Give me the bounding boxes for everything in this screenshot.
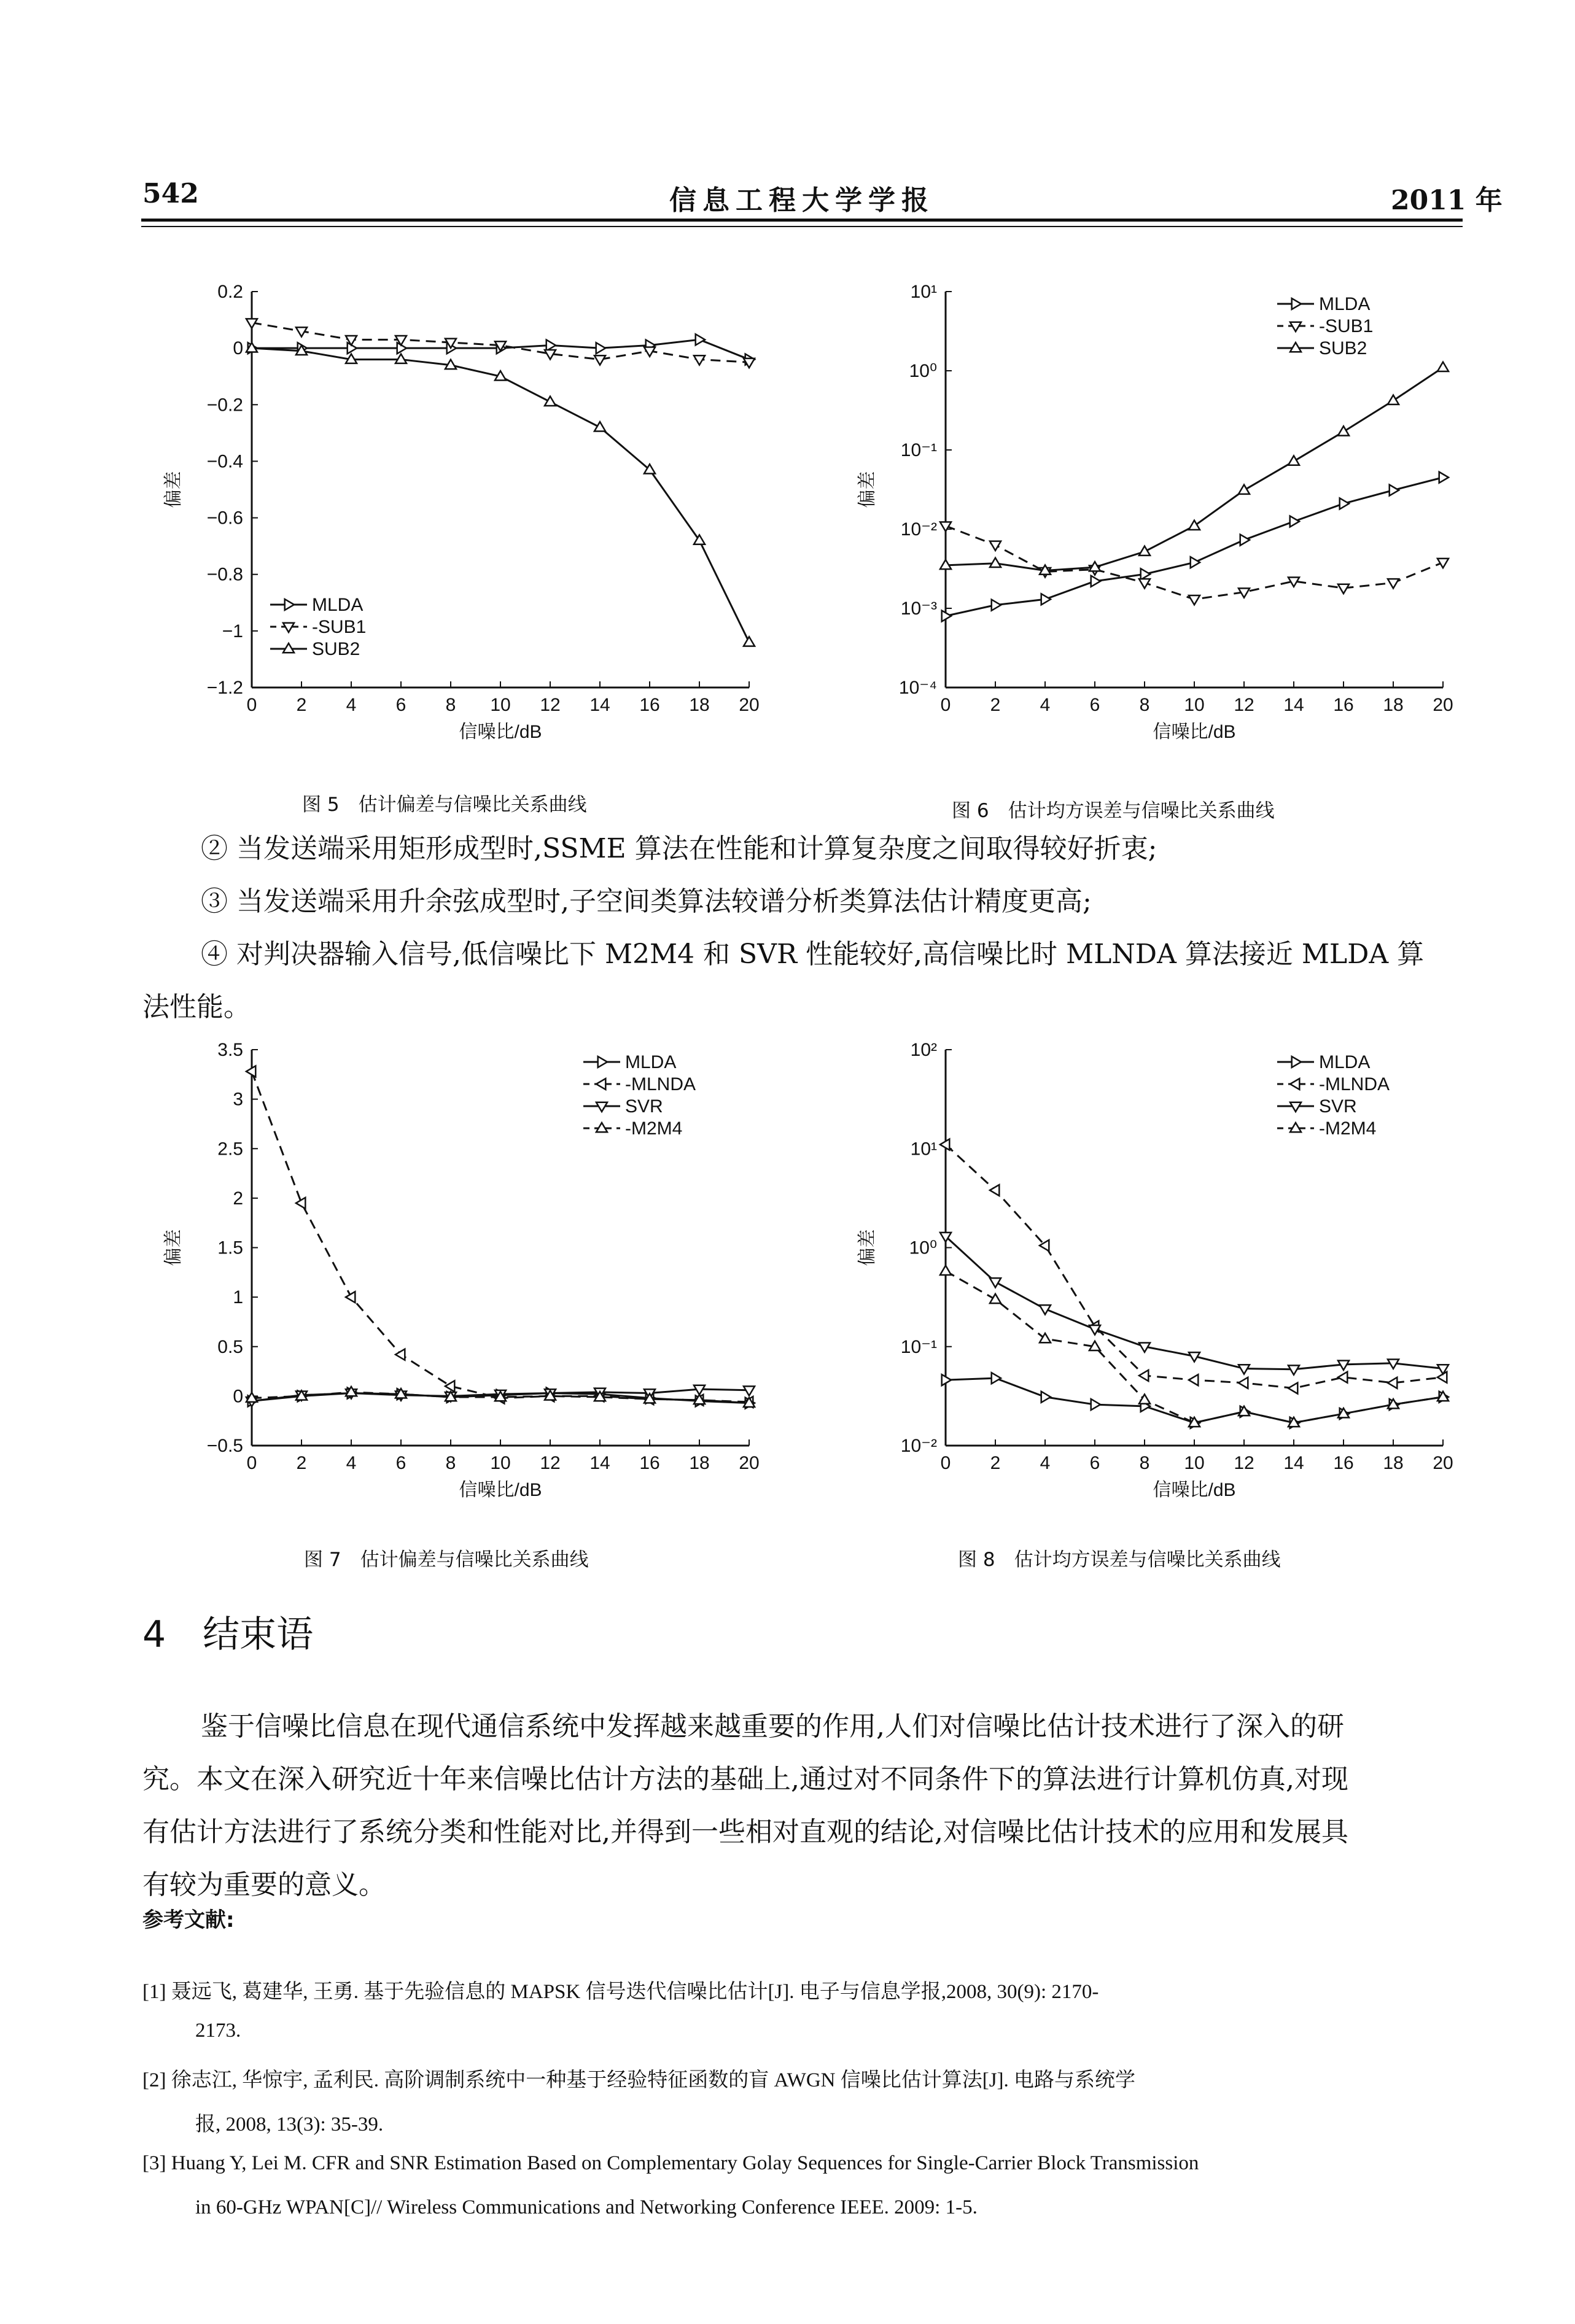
data-point-sub2 [1388,395,1399,405]
legend-label: MLDA [1319,1052,1371,1072]
y-tick-label: 3.5 [217,1040,243,1060]
x-tick-label: 10 [490,695,511,715]
x-tick-label: 16 [1333,1453,1354,1473]
x-tick-label: 2 [296,695,307,715]
x-tick-label: 12 [1234,695,1254,715]
x-tick-label: 2 [296,1453,307,1473]
x-tick-label: 10 [1184,1453,1205,1473]
data-point-mlda [1290,516,1299,527]
y-tick-label: 10⁻¹ [900,440,937,460]
conclusion-line: 鉴于信噪比信息在现代通信系统中发挥越来越重要的作用,人们对信噪比估计技术进行了深入的研 [201,1711,1344,1742]
data-point-mlda [1091,576,1100,587]
x-tick-label: 20 [1433,695,1453,715]
legend-label: -MLNDA [625,1074,696,1094]
x-tick-label: 8 [1139,695,1150,715]
x-tick-label: 6 [1089,695,1100,715]
data-point-mlda [1240,535,1250,546]
data-point-mlda [992,600,1001,611]
legend-label: SUB2 [312,639,360,659]
legend-marker-mlda [285,599,294,610]
x-tick-label: 0 [246,1453,257,1473]
data-point-sub1 [1338,584,1349,594]
journal-year: 2011 年 [1391,185,1503,216]
x-tick-label: 8 [445,1453,456,1473]
data-point-mlnda [346,1292,355,1303]
y-tick-label: −0.4 [206,451,243,472]
paragraph-point-3: ③ 当发送端采用升余弦成型时,子空间类算法较谱分析类算法估计精度更高; [201,886,1092,917]
x-tick-label: 14 [589,1453,610,1473]
x-tick-label: 14 [1283,695,1304,715]
y-axis-label: 偏差 [163,471,184,508]
x-tick-label: 10 [490,1453,511,1473]
y-tick-label: 10⁻² [900,1436,937,1456]
x-tick-label: 4 [1040,1453,1051,1473]
y-tick-label: 1.5 [217,1238,243,1258]
y-tick-label: 0.5 [217,1336,243,1357]
reference-line: 2173. [195,2020,241,2042]
header-rule [141,219,1463,222]
x-tick-label: 8 [445,695,456,715]
legend-label: -SUB1 [1319,316,1374,336]
legend-label: MLDA [312,595,364,615]
y-tick-label: 1 [233,1287,243,1308]
x-tick-label: 18 [689,695,710,715]
y-tick-label: 10⁰ [909,1238,937,1258]
figure-8-chart [835,1022,1480,1538]
conclusion-line: 有估计方法进行了系统分类和性能对比,并得到一些相对直观的结论,对信噪比估计技术的应用和发展具 [142,1816,1348,1848]
y-axis-label: 偏差 [857,1229,877,1266]
legend-marker-mlda [598,1056,607,1067]
y-tick-label: 10⁻² [900,519,937,540]
data-point-mlda [992,1373,1001,1384]
reference-line: [1] 聂远飞, 葛建华, 王勇. 基于先验信息的 MAPSK 信号迭代信噪比估计[J]. 电子与信息学报,2008, 30(9): 2170- [142,1981,1099,2003]
x-axis-label: 信噪比/dB [1153,722,1236,742]
data-point-mlda [596,343,605,354]
y-tick-label: −1.2 [206,678,243,698]
data-point-mlnda [990,1185,999,1196]
paragraph-point-2: ② 当发送端采用矩形成型时,SSME 算法在性能和计算复杂度之间取得较好折衷; [201,833,1157,864]
x-tick-label: 4 [346,695,357,715]
data-point-sub1 [594,355,605,365]
y-tick-label: −0.5 [206,1436,243,1456]
y-tick-label: −0.2 [206,395,243,416]
y-tick-label: 3 [233,1089,243,1110]
x-tick-label: 16 [639,695,660,715]
data-point-sub2 [1139,546,1150,556]
x-tick-label: 20 [739,695,760,715]
legend-label: -M2M4 [1319,1118,1377,1139]
y-axis-label: 偏差 [857,471,877,508]
x-tick-label: 2 [990,695,1001,715]
data-point-svr [990,1278,1001,1287]
data-point-sub2 [1239,485,1250,494]
x-tick-label: 6 [395,1453,406,1473]
y-tick-label: −0.6 [206,508,243,529]
x-tick-label: 14 [1283,1453,1304,1473]
x-tick-label: 4 [346,1453,357,1473]
paragraph-point-4-cont: 法性能。 [142,991,251,1023]
header-rule-thin [141,226,1463,227]
y-tick-label: 0 [233,1386,243,1407]
y-tick-label: 2.5 [217,1139,243,1160]
data-point-mlnda [445,1381,454,1392]
legend-marker-mlda [1292,298,1301,309]
y-axis-label: 偏差 [163,1229,184,1266]
figure-7-caption: 图 7 估计偏差与信噪比关系曲线 [304,1549,589,1571]
data-point-sub1 [1189,595,1200,605]
data-point-sub2 [744,637,755,646]
data-point-mlda [1390,485,1399,496]
x-axis-label: 信噪比/dB [1153,1480,1236,1500]
x-tick-label: 0 [940,695,951,715]
y-tick-label: −1 [222,621,243,641]
data-point-m2m4 [1139,1394,1150,1403]
data-point-m2m4 [940,1266,951,1275]
series-line-svr [946,1236,1443,1369]
legend-label: SVR [1319,1096,1357,1117]
y-tick-label: 10¹ [910,282,937,302]
data-point-mlnda [395,1349,405,1360]
legend-marker-mlnda [596,1079,605,1090]
conclusion-line: 究。本文在深入研究近十年来信噪比估计方法的基础上,通过对不同条件下的算法进行计算机仿真,对现 [142,1764,1348,1795]
paragraph-point-4: ④ 对判决器输入信号,低信噪比下 M2M4 和 SVR 性能较好,高信噪比时 MLNDA 算法接近 MLDA 算 [201,939,1425,970]
figure-7-chart [141,1022,786,1538]
x-tick-label: 4 [1040,695,1051,715]
data-point-sub2 [1338,426,1349,435]
y-tick-label: 0 [233,338,243,359]
legend-label: -MLNDA [1319,1074,1390,1094]
data-point-mlnda [1338,1372,1347,1383]
y-tick-label: 10⁻⁴ [898,678,937,698]
data-point-sub1 [990,541,1001,551]
x-tick-label: 12 [540,1453,561,1473]
data-point-sub2 [990,558,1001,567]
legend-label: -SUB1 [312,617,367,637]
legend-label: SVR [625,1096,663,1117]
legend-label: MLDA [625,1052,677,1072]
figure-5-caption: 图 5 估计偏差与信噪比关系曲线 [302,794,587,816]
x-tick-label: 0 [940,1453,951,1473]
references-heading: 参考文献: [142,1908,235,1932]
legend-marker-mlnda [1290,1079,1299,1090]
x-tick-label: 16 [639,1453,660,1473]
x-tick-label: 12 [1234,1453,1254,1473]
data-point-sub2 [1288,455,1299,465]
reference-line: in 60-GHz WPAN[C]// Wireless Communications and Networking Conference IEEE. 2009: 1-5. [195,2196,978,2218]
y-tick-label: 10¹ [910,1139,937,1160]
data-point-mlnda [1189,1374,1198,1385]
x-tick-label: 20 [1433,1453,1453,1473]
data-point-mlnda [1288,1383,1297,1394]
data-point-sub2 [1437,362,1449,371]
legend-label: SUB2 [1319,338,1367,358]
x-tick-label: 18 [1383,695,1404,715]
series-line-m2m4 [946,1271,1443,1423]
reference-line: [2] 徐志江, 华惊宇, 孟利民. 高阶调制系统中一种基于经验特征函数的盲 AWGN 信噪比估计算法[J]. 电路与系统学 [142,2069,1136,2091]
x-tick-label: 20 [739,1453,760,1473]
data-point-mlda [1439,472,1449,483]
y-tick-label: 0.2 [217,282,243,302]
data-point-mlnda [1388,1377,1397,1389]
data-point-sub2 [1189,521,1200,530]
figure-6-caption: 图 6 估计均方误差与信噪比关系曲线 [952,800,1275,822]
y-tick-label: 10⁰ [909,361,937,381]
data-point-mlda [1141,568,1150,579]
x-tick-label: 0 [246,695,257,715]
y-tick-label: 10⁻¹ [900,1336,937,1357]
x-tick-label: 6 [395,695,406,715]
data-point-sub1 [1388,579,1399,588]
y-tick-label: 2 [233,1188,243,1209]
page-number: 542 [142,178,199,209]
series-line-sub2 [946,368,1443,571]
x-tick-label: 2 [990,1453,1001,1473]
legend-marker-mlda [1292,1056,1301,1067]
conclusion-line: 有较为重要的意义。 [142,1869,386,1900]
data-point-sub2 [545,397,556,406]
figure-5-chart [141,264,786,780]
reference-line: [3] Huang Y, Lei M. CFR and SNR Estimation Based on Complementary Golay Sequences for Single-Carrier Block Transmission [142,2152,1199,2174]
journal-title: 信息工程大学学报 [669,185,935,216]
reference-line: 报, 2008, 13(3): 35-39. [195,2113,384,2136]
x-tick-label: 18 [689,1453,710,1473]
figure-8-caption: 图 8 估计均方误差与信噪比关系曲线 [958,1549,1281,1571]
x-tick-label: 16 [1333,695,1354,715]
data-point-mlda [1091,1399,1100,1410]
x-tick-label: 6 [1089,1453,1100,1473]
x-axis-label: 信噪比/dB [459,722,542,742]
legend-label: -M2M4 [625,1118,683,1139]
data-point-m2m4 [990,1294,1001,1303]
x-tick-label: 12 [540,695,561,715]
x-axis-label: 信噪比/dB [459,1480,542,1500]
data-point-mlda [1041,1392,1051,1403]
data-point-mlda [1340,498,1349,509]
x-tick-label: 10 [1184,695,1205,715]
data-point-mlda [1041,594,1051,605]
y-tick-label: −0.8 [206,564,243,585]
figure-6-chart [835,264,1480,780]
data-point-mlda [1191,557,1200,568]
y-tick-label: 10⁻³ [900,598,937,619]
data-point-sub2 [594,422,605,431]
legend-label: MLDA [1319,294,1371,314]
data-point-mlda [696,334,705,345]
section-heading: 4 结束语 [142,1613,314,1656]
data-point-mlnda [1139,1370,1148,1381]
x-tick-label: 14 [589,695,610,715]
data-point-mlnda [1239,1377,1248,1389]
x-tick-label: 8 [1139,1453,1150,1473]
x-tick-label: 18 [1383,1453,1404,1473]
y-tick-label: 10² [910,1040,937,1060]
